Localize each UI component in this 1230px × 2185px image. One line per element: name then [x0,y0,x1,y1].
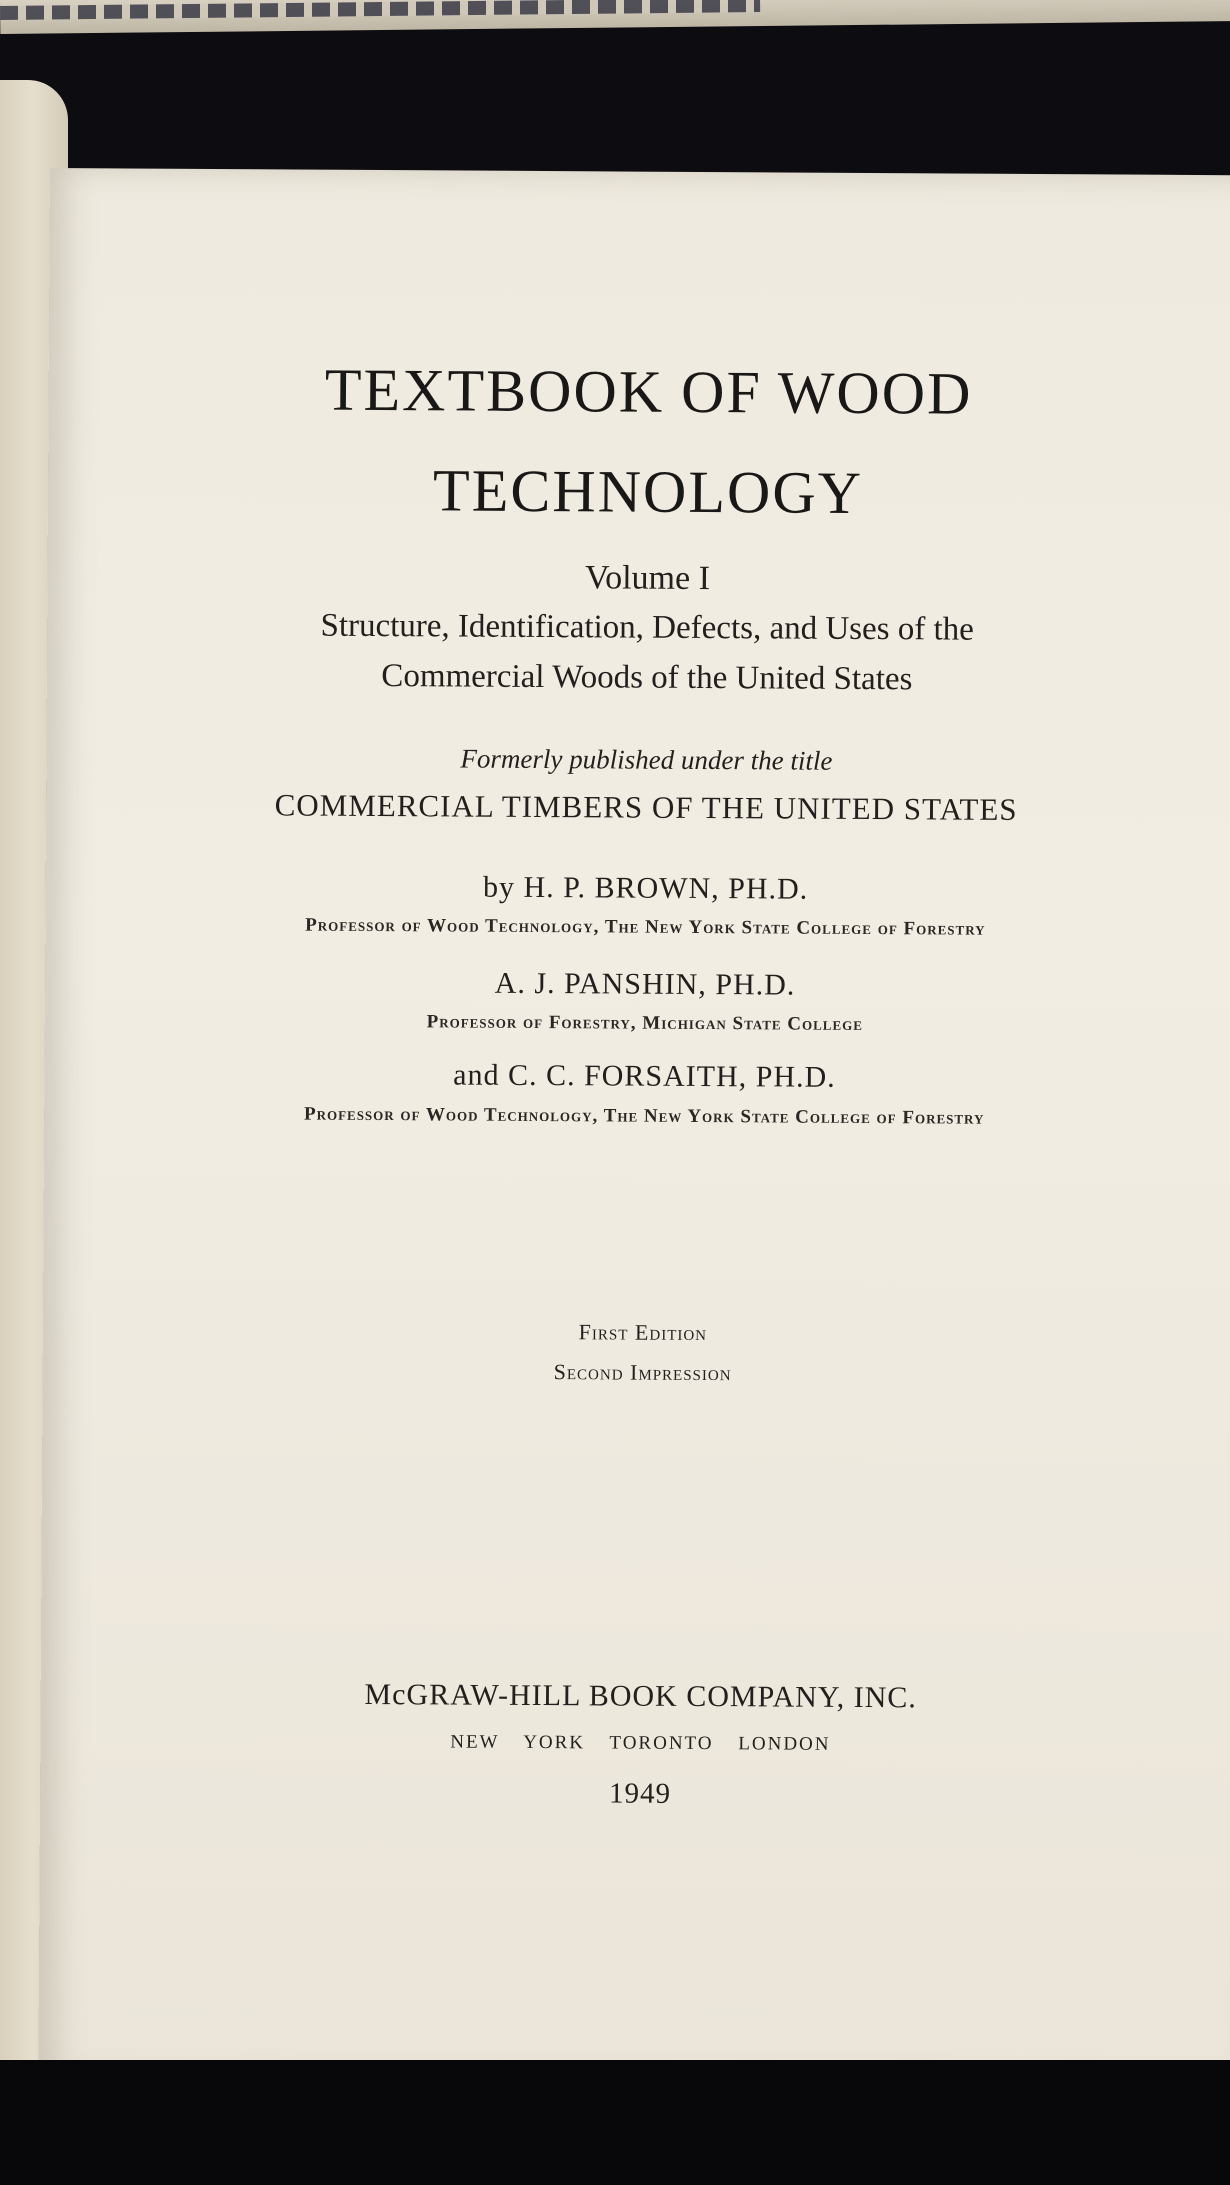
title-page [38,168,1230,2087]
author-forsaith-affiliation: Professor of Wood Technology, The New York State College of Forestry [303,1103,985,1129]
author-panshin-affiliation: Professor of Forestry, Michigan State College [426,1011,864,1035]
publisher-name: McGRAW-HILL BOOK COMPANY, INC. [364,1677,917,1715]
volume-label: Volume I [584,559,711,598]
book-title-line1: TEXTBOOK OF WOOD [324,356,973,427]
author-brown: by H. P. BROWN, PH.D. [482,870,809,906]
author-panshin: A. J. PANSHIN, PH.D. [494,966,796,1002]
subtitle-line1: Structure, Identification, Defects, and Uses of the [320,607,974,648]
ruler-ticks [0,0,760,20]
impression-label: Second Impression [553,1359,732,1386]
formerly-note: Formerly published under the title [460,743,833,776]
publisher-cities: NEW YORK TORONTO LONDON [450,1731,831,1755]
publication-year: 1949 [608,1777,672,1810]
former-title: COMMERCIAL TIMBERS OF THE UNITED STATES [274,787,1018,827]
author-forsaith: and C. C. FORSAITH, PH.D. [453,1058,836,1094]
author-brown-affiliation: Professor of Wood Technology, The New York State College of Forestry [305,914,986,940]
title-page-content [160,169,1140,1810]
book-title-line2: TECHNOLOGY [432,457,864,526]
background-surface [0,2060,1230,2185]
ruler-strip [0,0,1230,34]
edition-label: First Edition [578,1319,708,1346]
subtitle-line2: Commercial Woods of the United States [381,658,913,698]
